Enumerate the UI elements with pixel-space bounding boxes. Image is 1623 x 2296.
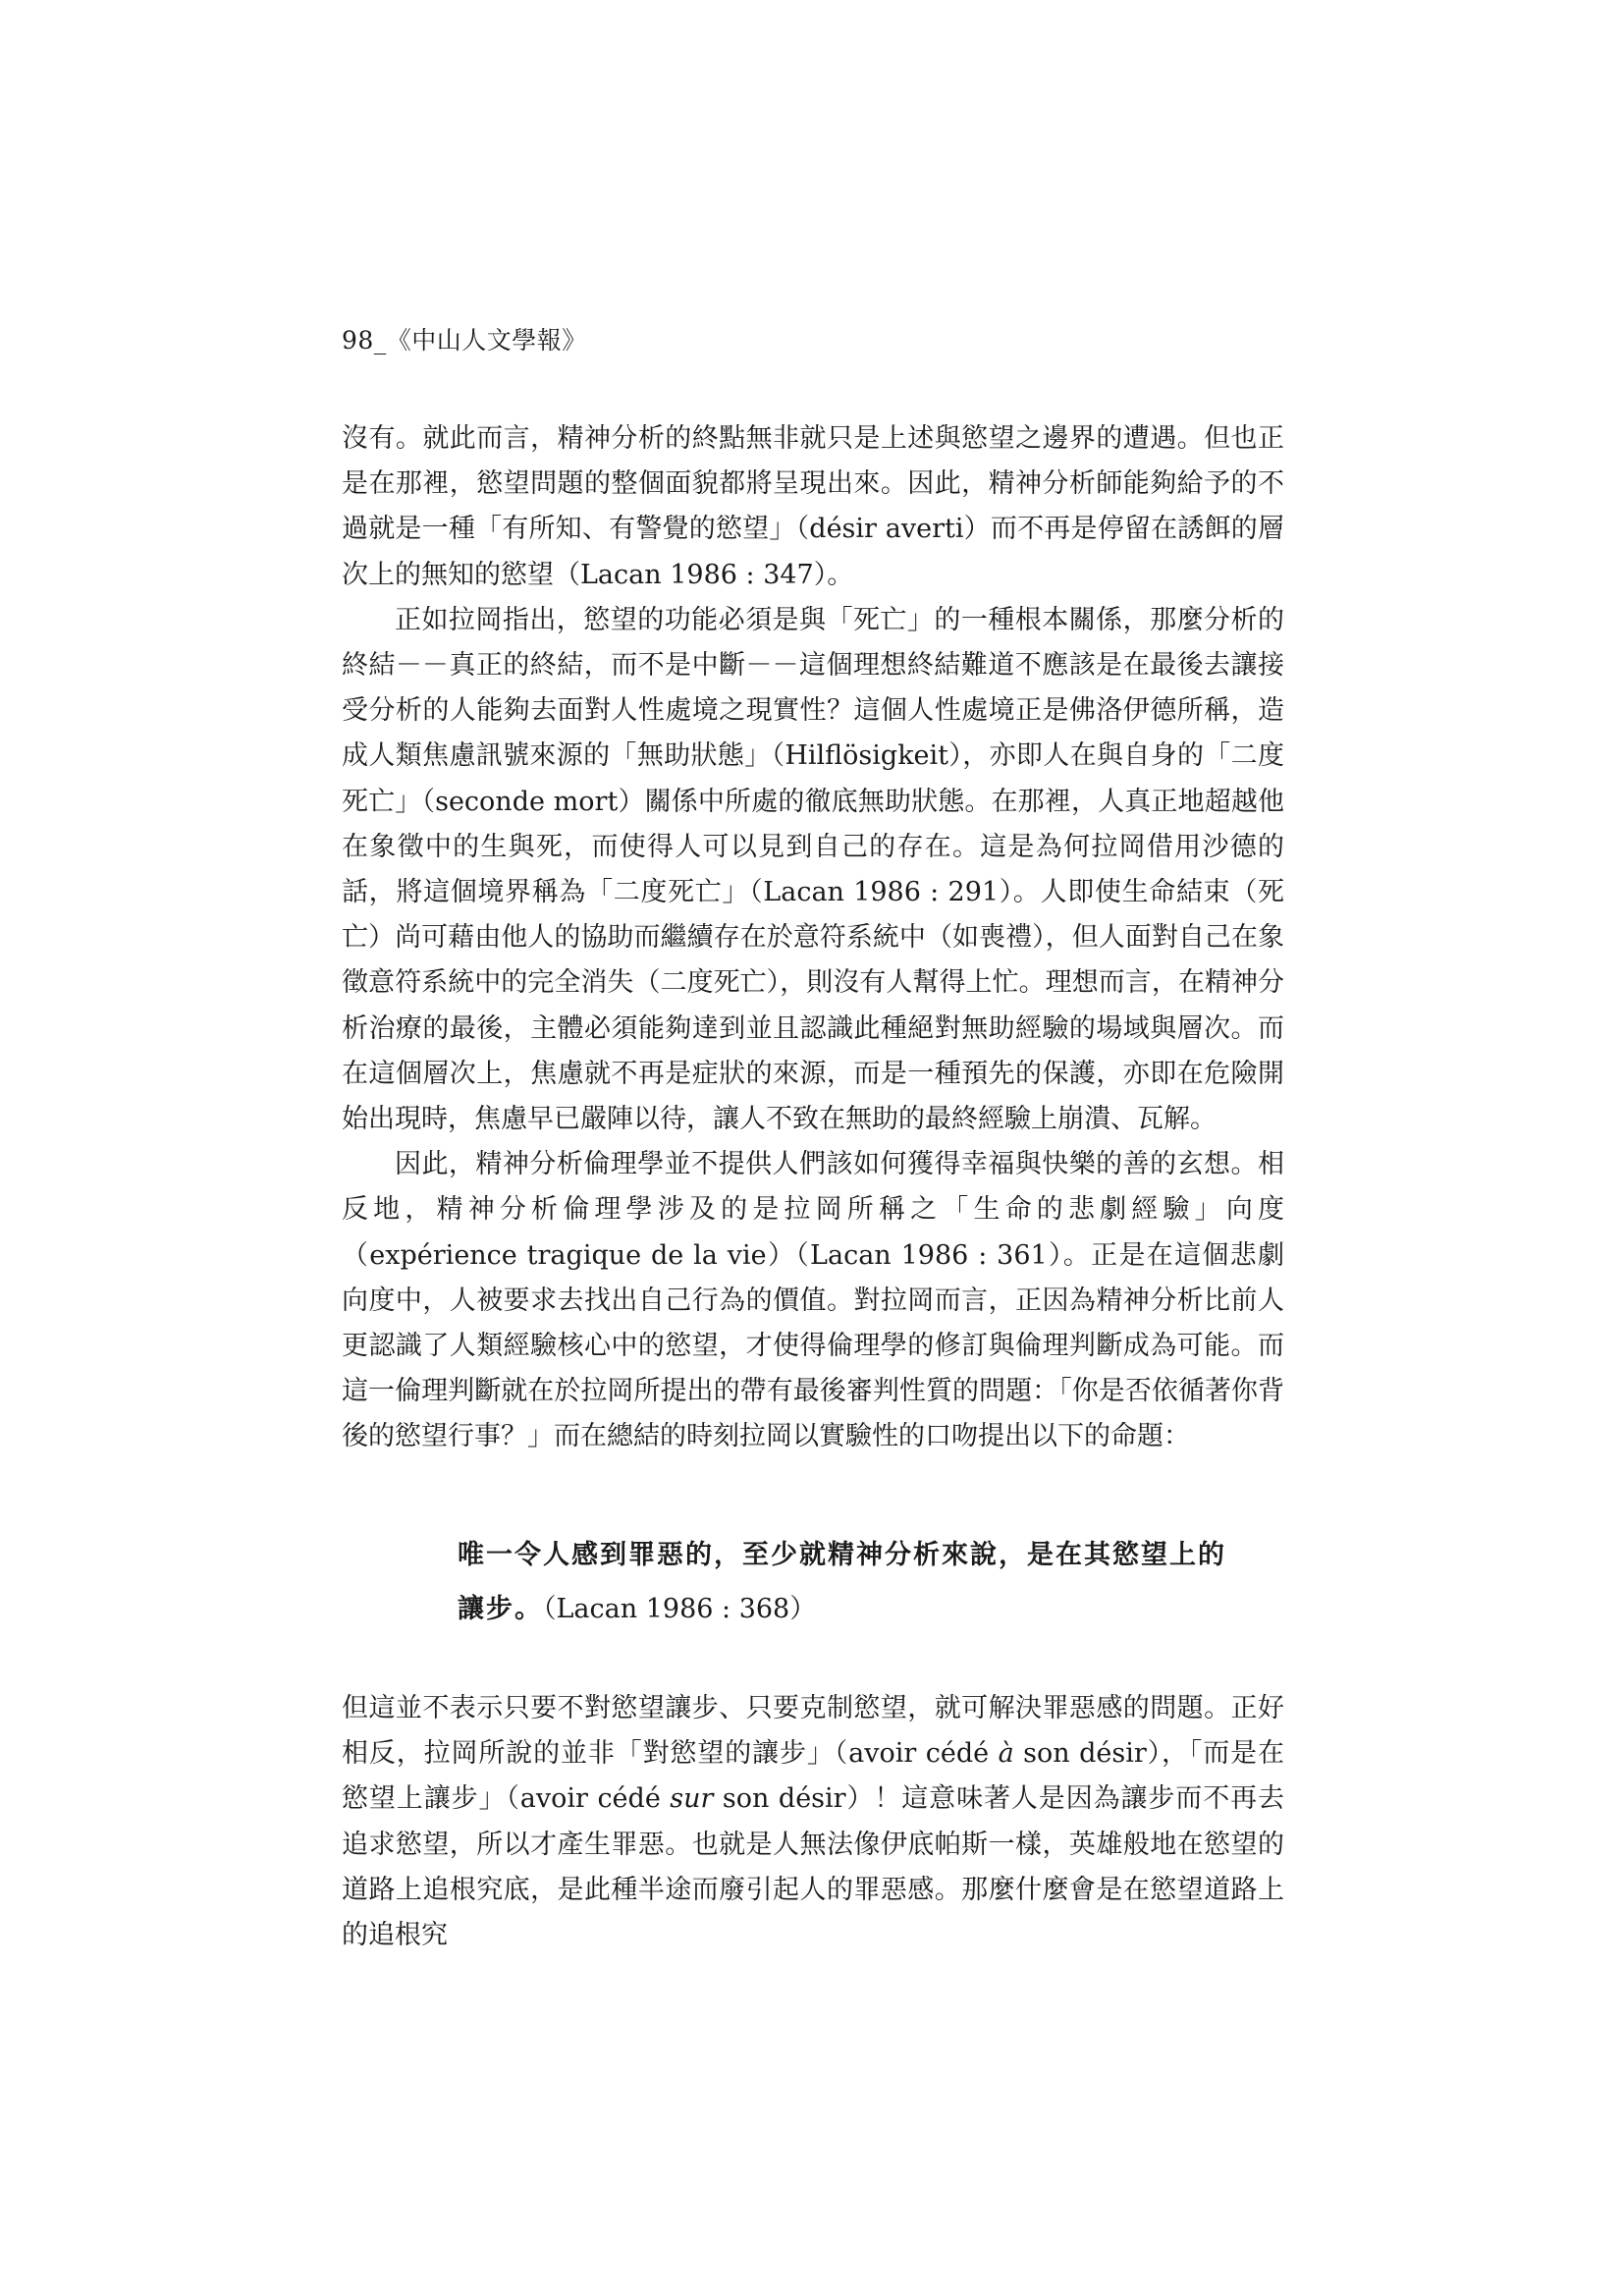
paragraph: 正如拉岡指出，慾望的功能必須是與「死亡」的一種根本關係，那麼分析的終結－－真正的終結，而不是中斷－－這個理想終結難道不應該是在最後去讓接受分析的人能夠去面對人性處境之現實性？這個人性處境正是佛洛伊德所稱，造成人類焦慮訊號來源的「無助狀態」（Hilflösigkeit），亦即人在與自身的「二度死亡」（seconde mort）關係中所處的徹底無助狀態。在那裡，人真正地超越他在象徵中的生與死，而使得人可以見到自己的存在。這是為何拉岡借用沙德的話，將這個境界稱為「二度死亡」（Lacan 1986 : 291）。人即使生命結束（死亡）尚可藉由他人的協助而繼續存在於意符系統中（如喪禮），但人面對自己在象徵意符系統中的完全消失（二度死亡），則沒有人幫得上忙。理想而言，在精神分析治療的最後，主體必須能夠達到並且認識此種絕對無助經驗的場域與層次。而在這個層次上，焦慮就不再是症狀的來源，而是一種預先的保護，亦即在危險開始出現時，焦慮早已嚴陣以待，讓人不致在無助的最終經驗上崩潰、瓦解。 [342, 604, 1284, 1135]
paragraph-continued: 沒有。就此而言，精神分析的終點無非就只是上述與慾望之邊界的遭遇。但也正是在那裡，慾望問題的整個面貌都將呈現出來。因此，精神分析師能夠給予的不過就是一種「有所知、有警覺的慾望」（désir averti）而不再是停留在誘餌的層次上的無知的慾望（Lacan 1986 : 347）。 [342, 423, 1284, 590]
block-quote [458, 1528, 1226, 1636]
body-text-upper [342, 416, 1284, 1460]
paragraph-continuation [342, 1686, 1284, 1958]
quote-line-last [458, 1582, 1223, 1636]
quote-line: 唯一令人感到罪惡的，至少就精神分析來說，是在其慾望上的 [458, 1540, 1226, 1570]
text-run: son désir）！這意味著人是因為讓步而不再去追求慾望，所以才產生罪惡。也就是人無法像伊底帕斯一樣，英雄般地在慾望的道路上追根究底，是此種半途而廢引起人的罪惡感。那麼什麼會是在慾望道路上的追根究 [342, 1783, 1284, 1951]
text-run: 但這並不表示只要不對慾望讓步、只要克制慾望，就可解決罪惡感的問題。正好相反，拉岡所說的並非「對慾望的讓步」（avoir cédé [342, 1693, 1284, 1770]
italic-word: sur [670, 1783, 714, 1815]
italic-word: à [998, 1738, 1014, 1770]
body-text-lower [342, 1686, 1284, 1958]
quote-text: 讓步。 [458, 1594, 543, 1624]
quote-citation: （Lacan 1986 : 368） [543, 1594, 817, 1624]
running-head: 98_《中山人文學報》 [342, 326, 587, 355]
paragraph: 因此，精神分析倫理學並不提供人們該如何獲得幸福與快樂的善的玄想。相反地，精神分析倫理學涉及的是拉岡所稱之「生命的悲劇經驗」向度（expérience tragique de la vie）（Lacan 1986 : 361）。正是在這個悲劇向度中，人被要求去找出自己行為的價值。對拉岡而言，正因為精神分析比前人更認識了人類經驗核心中的慾望，才使得倫理學的修訂與倫理判斷成為可能。而這一倫理判斷就在於拉岡所提出的帶有最後審判性質的問題：「你是否依循著你背後的慾望行事？」而在總結的時刻拉岡以實驗性的口吻提出以下的命題： [342, 1149, 1284, 1452]
text-run: son désir），「而是在慾望上讓步」（avoir cédé [342, 1738, 1284, 1815]
